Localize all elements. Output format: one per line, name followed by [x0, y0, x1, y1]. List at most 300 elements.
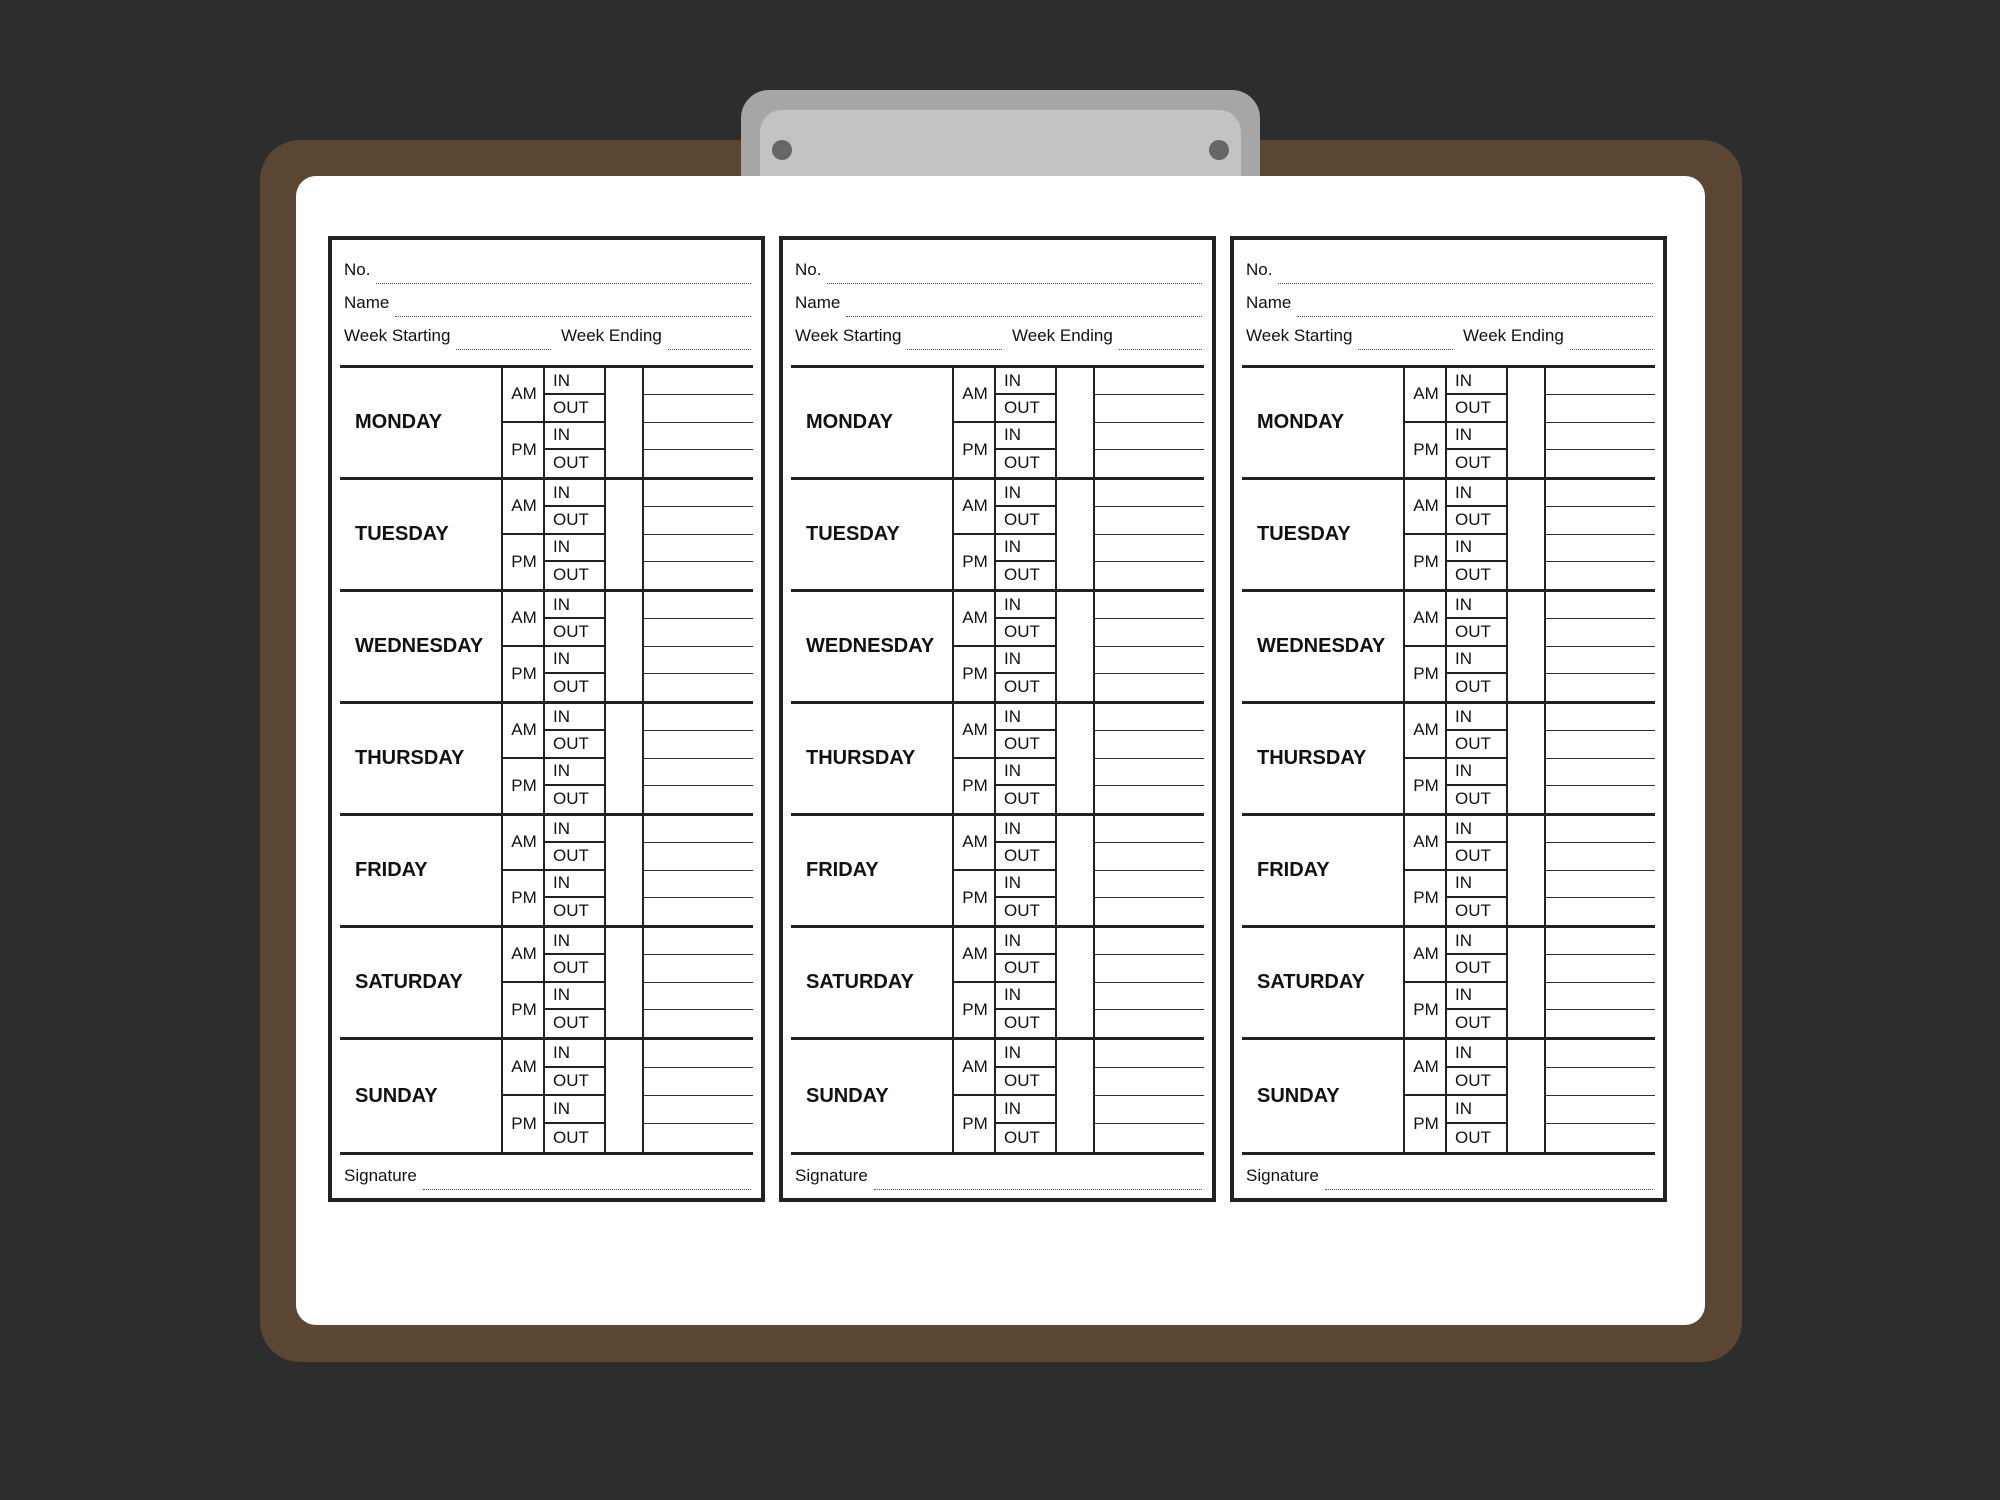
pm-label: PM	[962, 999, 988, 1019]
entry-line[interactable]	[642, 480, 753, 507]
in-out-label: IN	[545, 871, 604, 898]
am-label: AM	[1405, 816, 1447, 871]
in-out-label: IN	[545, 759, 604, 786]
entry-line[interactable]	[1093, 704, 1204, 731]
am-label: AM	[954, 480, 996, 535]
in-out-label: OUT	[545, 507, 604, 534]
signature-input-line[interactable]	[423, 1189, 751, 1190]
pm-label: PM	[511, 887, 537, 907]
in-out-label: OUT	[1455, 1013, 1491, 1033]
entry-line[interactable]	[1544, 759, 1655, 786]
entry-line[interactable]	[642, 450, 753, 477]
in-out-label: IN	[1447, 983, 1506, 1010]
week-ending-label: Week Ending	[561, 326, 662, 345]
time-entry-cell[interactable]	[1053, 1040, 1095, 1152]
in-out-label: OUT	[1455, 1128, 1491, 1147]
notes-column	[642, 816, 753, 925]
notes-column	[642, 480, 753, 589]
day-name: FRIDAY	[355, 859, 428, 881]
entry-line[interactable]	[1093, 507, 1204, 534]
ampm-column	[952, 480, 996, 589]
notes-column	[1544, 704, 1655, 813]
in-out-label: OUT	[996, 619, 1055, 646]
in-out-label: OUT	[1447, 731, 1506, 758]
week-starting-field[interactable]	[795, 320, 1002, 350]
pm-label: PM	[1413, 439, 1439, 459]
entry-line[interactable]	[642, 507, 753, 534]
in-out-label: OUT	[553, 1013, 589, 1033]
timecard	[328, 236, 765, 1202]
pm-label: PM	[962, 1114, 988, 1133]
in-out-label: OUT	[996, 1068, 1055, 1096]
time-entry-cell[interactable]	[602, 368, 644, 477]
day-row	[340, 928, 753, 1040]
entry-line[interactable]	[1544, 731, 1655, 758]
entry-line[interactable]	[642, 1040, 753, 1068]
in-out-label: OUT	[1447, 395, 1506, 422]
signature-field[interactable]	[344, 1160, 751, 1190]
day-name: TUESDAY	[1257, 523, 1351, 545]
entry-line[interactable]	[1093, 592, 1204, 619]
time-entry-cell[interactable]	[1053, 816, 1095, 925]
pm-label: PM	[511, 551, 537, 571]
am-label: AM	[1405, 704, 1447, 759]
pm-label: PM	[511, 999, 537, 1019]
entry-line[interactable]	[642, 983, 753, 1010]
entry-line[interactable]	[1093, 816, 1204, 843]
am-label: AM	[1405, 480, 1447, 535]
entry-line[interactable]	[1093, 786, 1204, 813]
in-out-label: OUT	[545, 619, 604, 646]
ampm-column	[1403, 816, 1447, 925]
entry-line[interactable]	[1093, 898, 1204, 925]
entry-line[interactable]	[642, 395, 753, 422]
pm-label: PM	[962, 887, 988, 907]
in-out-label: OUT	[553, 1128, 589, 1147]
day-name: SUNDAY	[806, 1084, 889, 1107]
pm-label: PM	[1413, 999, 1439, 1019]
time-entry-cell[interactable]	[1504, 928, 1546, 1037]
notes-column	[1544, 816, 1655, 925]
in-out-label: IN	[545, 983, 604, 1010]
entry-line[interactable]	[1093, 928, 1204, 955]
notes-column	[1544, 480, 1655, 589]
pm-label: PM	[962, 775, 988, 795]
time-entry-cell[interactable]	[1504, 1040, 1546, 1152]
in-out-label: IN	[996, 647, 1055, 674]
signature-input-line[interactable]	[874, 1189, 1202, 1190]
no-field[interactable]	[795, 254, 1202, 284]
notes-column	[1093, 1040, 1204, 1152]
in-out-column	[543, 480, 606, 589]
entry-line[interactable]	[1544, 507, 1655, 534]
entry-line[interactable]	[642, 704, 753, 731]
in-out-label: OUT	[1447, 1068, 1506, 1096]
in-out-label: OUT	[1004, 1013, 1040, 1033]
entry-line[interactable]	[1093, 674, 1204, 701]
entry-line[interactable]	[1093, 423, 1204, 450]
entry-line[interactable]	[642, 843, 753, 870]
entry-line[interactable]	[1544, 928, 1655, 955]
notes-column	[642, 704, 753, 813]
in-out-label: OUT	[553, 677, 589, 697]
name-label: Name	[344, 293, 390, 312]
entry-line[interactable]	[1544, 674, 1655, 701]
day-row	[1242, 480, 1655, 592]
am-label: AM	[1405, 928, 1447, 983]
in-out-label: IN	[1447, 423, 1506, 450]
time-entry-cell[interactable]	[1053, 928, 1095, 1037]
no-label: No.	[795, 260, 822, 279]
ampm-column	[952, 928, 996, 1037]
entry-line[interactable]	[642, 1010, 753, 1037]
entry-line[interactable]	[1544, 816, 1655, 843]
am-label: AM	[503, 928, 545, 983]
day-row	[791, 928, 1204, 1040]
ampm-column	[1403, 928, 1447, 1037]
notes-column	[1544, 928, 1655, 1037]
name-input-line[interactable]	[846, 315, 1202, 317]
in-out-label: IN	[996, 704, 1055, 731]
in-out-column	[994, 480, 1057, 589]
pm-label: PM	[1413, 1114, 1439, 1133]
time-entry-cell[interactable]	[602, 592, 644, 701]
entry-line[interactable]	[1544, 843, 1655, 870]
notes-column	[1093, 928, 1204, 1037]
week-ending-input-line[interactable]	[1119, 348, 1202, 350]
entry-line[interactable]	[1544, 898, 1655, 925]
in-out-label: IN	[996, 535, 1055, 562]
day-row	[791, 816, 1204, 928]
entry-line[interactable]	[1544, 535, 1655, 562]
entry-line[interactable]	[642, 898, 753, 925]
time-entry-cell[interactable]	[602, 928, 644, 1037]
name-field[interactable]	[1246, 287, 1653, 317]
ampm-column	[952, 816, 996, 925]
time-entry-cell[interactable]	[1504, 816, 1546, 925]
pm-label: PM	[511, 663, 537, 683]
in-out-label: OUT	[1004, 453, 1040, 473]
in-out-label: IN	[996, 759, 1055, 786]
day-name: THURSDAY	[1257, 747, 1367, 769]
signature-input-line[interactable]	[1325, 1189, 1653, 1190]
ampm-column	[1403, 592, 1447, 701]
entry-line[interactable]	[1544, 871, 1655, 898]
no-input-line[interactable]	[376, 282, 751, 284]
in-out-label: IN	[996, 480, 1055, 507]
entry-line[interactable]	[642, 535, 753, 562]
entry-line[interactable]	[1544, 786, 1655, 813]
day-name: THURSDAY	[355, 747, 465, 769]
entry-line[interactable]	[642, 619, 753, 646]
week-ending-field[interactable]	[1012, 320, 1202, 350]
notes-column	[1093, 368, 1204, 477]
in-out-label: OUT	[996, 395, 1055, 422]
entry-line[interactable]	[1093, 562, 1204, 589]
day-name: TUESDAY	[355, 523, 449, 545]
time-entry-cell[interactable]	[1504, 480, 1546, 589]
time-grid	[791, 365, 1204, 1155]
in-out-label: IN	[1447, 647, 1506, 674]
time-entry-cell[interactable]	[1053, 480, 1095, 589]
am-label: AM	[1405, 592, 1447, 647]
week-ending-field[interactable]	[561, 320, 751, 350]
time-entry-cell[interactable]	[1053, 368, 1095, 477]
ampm-column	[952, 368, 996, 477]
in-out-label: OUT	[1447, 619, 1506, 646]
in-out-label: IN	[545, 1040, 604, 1068]
week-starting-label: Week Starting	[1246, 326, 1353, 345]
in-out-label: IN	[996, 983, 1055, 1010]
ampm-column	[501, 816, 545, 925]
in-out-label: OUT	[545, 731, 604, 758]
name-input-line[interactable]	[1297, 315, 1653, 317]
time-entry-cell[interactable]	[602, 1040, 644, 1152]
entry-line[interactable]	[1093, 395, 1204, 422]
entry-line[interactable]	[1544, 562, 1655, 589]
pm-label: PM	[1413, 551, 1439, 571]
time-entry-cell[interactable]	[1504, 368, 1546, 477]
entry-line[interactable]	[642, 786, 753, 813]
in-out-label: OUT	[1447, 507, 1506, 534]
entry-line[interactable]	[1093, 535, 1204, 562]
in-out-column	[1445, 928, 1508, 1037]
no-input-line[interactable]	[827, 282, 1202, 284]
entry-line[interactable]	[1544, 955, 1655, 982]
in-out-label: IN	[996, 1040, 1055, 1068]
entry-line[interactable]	[1544, 1096, 1655, 1124]
entry-line[interactable]	[642, 368, 753, 395]
time-entry-cell[interactable]	[1504, 592, 1546, 701]
day-row	[791, 368, 1204, 480]
time-entry-cell[interactable]	[602, 704, 644, 813]
time-entry-cell[interactable]	[1053, 704, 1095, 813]
week-starting-input-line[interactable]	[1358, 348, 1453, 350]
entry-line[interactable]	[642, 423, 753, 450]
no-input-line[interactable]	[1278, 282, 1653, 284]
entry-line[interactable]	[642, 759, 753, 786]
in-out-label: IN	[1447, 368, 1506, 395]
ampm-column	[1403, 480, 1447, 589]
day-row	[1242, 368, 1655, 480]
in-out-label: OUT	[545, 955, 604, 982]
day-row	[1242, 816, 1655, 928]
week-starting-field[interactable]	[1246, 320, 1453, 350]
entry-line[interactable]	[1093, 1096, 1204, 1124]
entry-line[interactable]	[1093, 731, 1204, 758]
in-out-label: OUT	[1447, 843, 1506, 870]
in-out-column	[543, 928, 606, 1037]
day-name: SATURDAY	[355, 971, 463, 993]
time-entry-cell[interactable]	[1504, 704, 1546, 813]
in-out-label: OUT	[1455, 901, 1491, 921]
entry-line[interactable]	[1544, 619, 1655, 646]
name-field[interactable]	[344, 287, 751, 317]
notes-column	[1544, 368, 1655, 477]
week-ending-input-line[interactable]	[668, 348, 751, 350]
in-out-label: IN	[996, 1096, 1055, 1124]
am-label: AM	[503, 592, 545, 647]
day-name: SUNDAY	[1257, 1084, 1340, 1107]
in-out-label: IN	[1447, 1040, 1506, 1068]
notes-column	[642, 928, 753, 1037]
in-out-column	[994, 704, 1057, 813]
entry-line[interactable]	[1093, 1068, 1204, 1096]
am-label: AM	[503, 1040, 545, 1096]
entry-line[interactable]	[642, 816, 753, 843]
day-name: FRIDAY	[1257, 859, 1330, 881]
entry-line[interactable]	[642, 731, 753, 758]
entry-line[interactable]	[1544, 1010, 1655, 1037]
pm-label: PM	[962, 439, 988, 459]
entry-line[interactable]	[1093, 759, 1204, 786]
in-out-column	[994, 928, 1057, 1037]
am-label: AM	[503, 480, 545, 535]
signature-label: Signature	[344, 1166, 417, 1185]
entry-line[interactable]	[642, 1124, 753, 1152]
signature-field[interactable]	[795, 1160, 1202, 1190]
in-out-label: OUT	[996, 507, 1055, 534]
entry-line[interactable]	[642, 562, 753, 589]
in-out-column	[1445, 592, 1508, 701]
ampm-column	[952, 704, 996, 813]
entry-line[interactable]	[642, 955, 753, 982]
entry-line[interactable]	[1093, 983, 1204, 1010]
entry-line[interactable]	[642, 647, 753, 674]
entry-line[interactable]	[642, 1096, 753, 1124]
entry-line[interactable]	[1093, 1040, 1204, 1068]
entry-line[interactable]	[1544, 704, 1655, 731]
day-row	[1242, 592, 1655, 704]
in-out-label: IN	[545, 928, 604, 955]
time-entry-cell[interactable]	[602, 816, 644, 925]
in-out-label: OUT	[996, 731, 1055, 758]
am-label: AM	[503, 704, 545, 759]
ampm-column	[501, 1040, 545, 1152]
entry-line[interactable]	[1093, 450, 1204, 477]
in-out-label: IN	[996, 871, 1055, 898]
notes-column	[642, 368, 753, 477]
entry-line[interactable]	[1093, 955, 1204, 982]
in-out-label: IN	[996, 928, 1055, 955]
entry-line[interactable]	[642, 1068, 753, 1096]
am-label: AM	[954, 368, 996, 423]
entry-line[interactable]	[1544, 647, 1655, 674]
pm-label: PM	[1413, 887, 1439, 907]
entry-line[interactable]	[1544, 983, 1655, 1010]
ampm-column	[1403, 368, 1447, 477]
week-ending-label: Week Ending	[1463, 326, 1564, 345]
in-out-label: OUT	[553, 453, 589, 473]
in-out-column	[543, 816, 606, 925]
time-entry-cell[interactable]	[602, 480, 644, 589]
week-starting-input-line[interactable]	[456, 348, 551, 350]
in-out-label: OUT	[1004, 677, 1040, 697]
day-name: WEDNESDAY	[806, 635, 935, 657]
week-starting-field[interactable]	[344, 320, 551, 350]
week-ending-input-line[interactable]	[1570, 348, 1653, 350]
time-entry-cell[interactable]	[1053, 592, 1095, 701]
in-out-column	[543, 368, 606, 477]
day-row	[791, 1040, 1204, 1152]
in-out-label: IN	[1447, 816, 1506, 843]
day-name: TUESDAY	[806, 523, 900, 545]
entry-line[interactable]	[1544, 423, 1655, 450]
entry-line[interactable]	[1093, 647, 1204, 674]
notes-column	[1093, 480, 1204, 589]
entry-line[interactable]	[1093, 1010, 1204, 1037]
entry-line[interactable]	[1544, 480, 1655, 507]
entry-line[interactable]	[642, 592, 753, 619]
in-out-column	[994, 592, 1057, 701]
ampm-column	[501, 368, 545, 477]
week-starting-input-line[interactable]	[907, 348, 1002, 350]
clip-rivet-right	[1209, 140, 1229, 160]
in-out-column	[543, 704, 606, 813]
entry-line[interactable]	[1544, 368, 1655, 395]
in-out-label: OUT	[1455, 789, 1491, 809]
week-fields	[795, 320, 1202, 350]
day-row	[340, 1040, 753, 1152]
am-label: AM	[503, 816, 545, 871]
entry-line[interactable]	[1544, 395, 1655, 422]
entry-line[interactable]	[1093, 480, 1204, 507]
name-input-line[interactable]	[395, 315, 751, 317]
no-field[interactable]	[1246, 254, 1653, 284]
entry-line[interactable]	[1093, 871, 1204, 898]
in-out-label: IN	[1447, 759, 1506, 786]
entry-line[interactable]	[1093, 843, 1204, 870]
notes-column	[1093, 704, 1204, 813]
name-label: Name	[795, 293, 841, 312]
entry-line[interactable]	[1544, 1040, 1655, 1068]
in-out-label: OUT	[553, 565, 589, 585]
name-label: Name	[1246, 293, 1292, 312]
in-out-label: OUT	[545, 843, 604, 870]
entry-line[interactable]	[642, 674, 753, 701]
notes-column	[1093, 592, 1204, 701]
in-out-label: IN	[996, 423, 1055, 450]
in-out-label: IN	[545, 480, 604, 507]
entry-line[interactable]	[1544, 1124, 1655, 1152]
am-label: AM	[954, 592, 996, 647]
ampm-column	[501, 704, 545, 813]
name-field[interactable]	[795, 287, 1202, 317]
entry-line[interactable]	[1093, 368, 1204, 395]
day-name: WEDNESDAY	[1257, 635, 1386, 657]
entry-line[interactable]	[1544, 1068, 1655, 1096]
pm-label: PM	[962, 663, 988, 683]
day-row	[791, 480, 1204, 592]
entry-line[interactable]	[1544, 450, 1655, 477]
in-out-column	[543, 592, 606, 701]
entry-line[interactable]	[1093, 1124, 1204, 1152]
in-out-label: OUT	[996, 955, 1055, 982]
week-ending-field[interactable]	[1463, 320, 1653, 350]
day-row	[340, 816, 753, 928]
am-label: AM	[954, 928, 996, 983]
in-out-label: OUT	[996, 843, 1055, 870]
no-field[interactable]	[344, 254, 751, 284]
day-name: SUNDAY	[355, 1084, 438, 1107]
entry-line[interactable]	[1093, 619, 1204, 646]
in-out-label: OUT	[1004, 901, 1040, 921]
entry-line[interactable]	[642, 871, 753, 898]
entry-line[interactable]	[642, 928, 753, 955]
signature-field[interactable]	[1246, 1160, 1653, 1190]
entry-line[interactable]	[1544, 592, 1655, 619]
day-name: MONDAY	[806, 411, 894, 433]
